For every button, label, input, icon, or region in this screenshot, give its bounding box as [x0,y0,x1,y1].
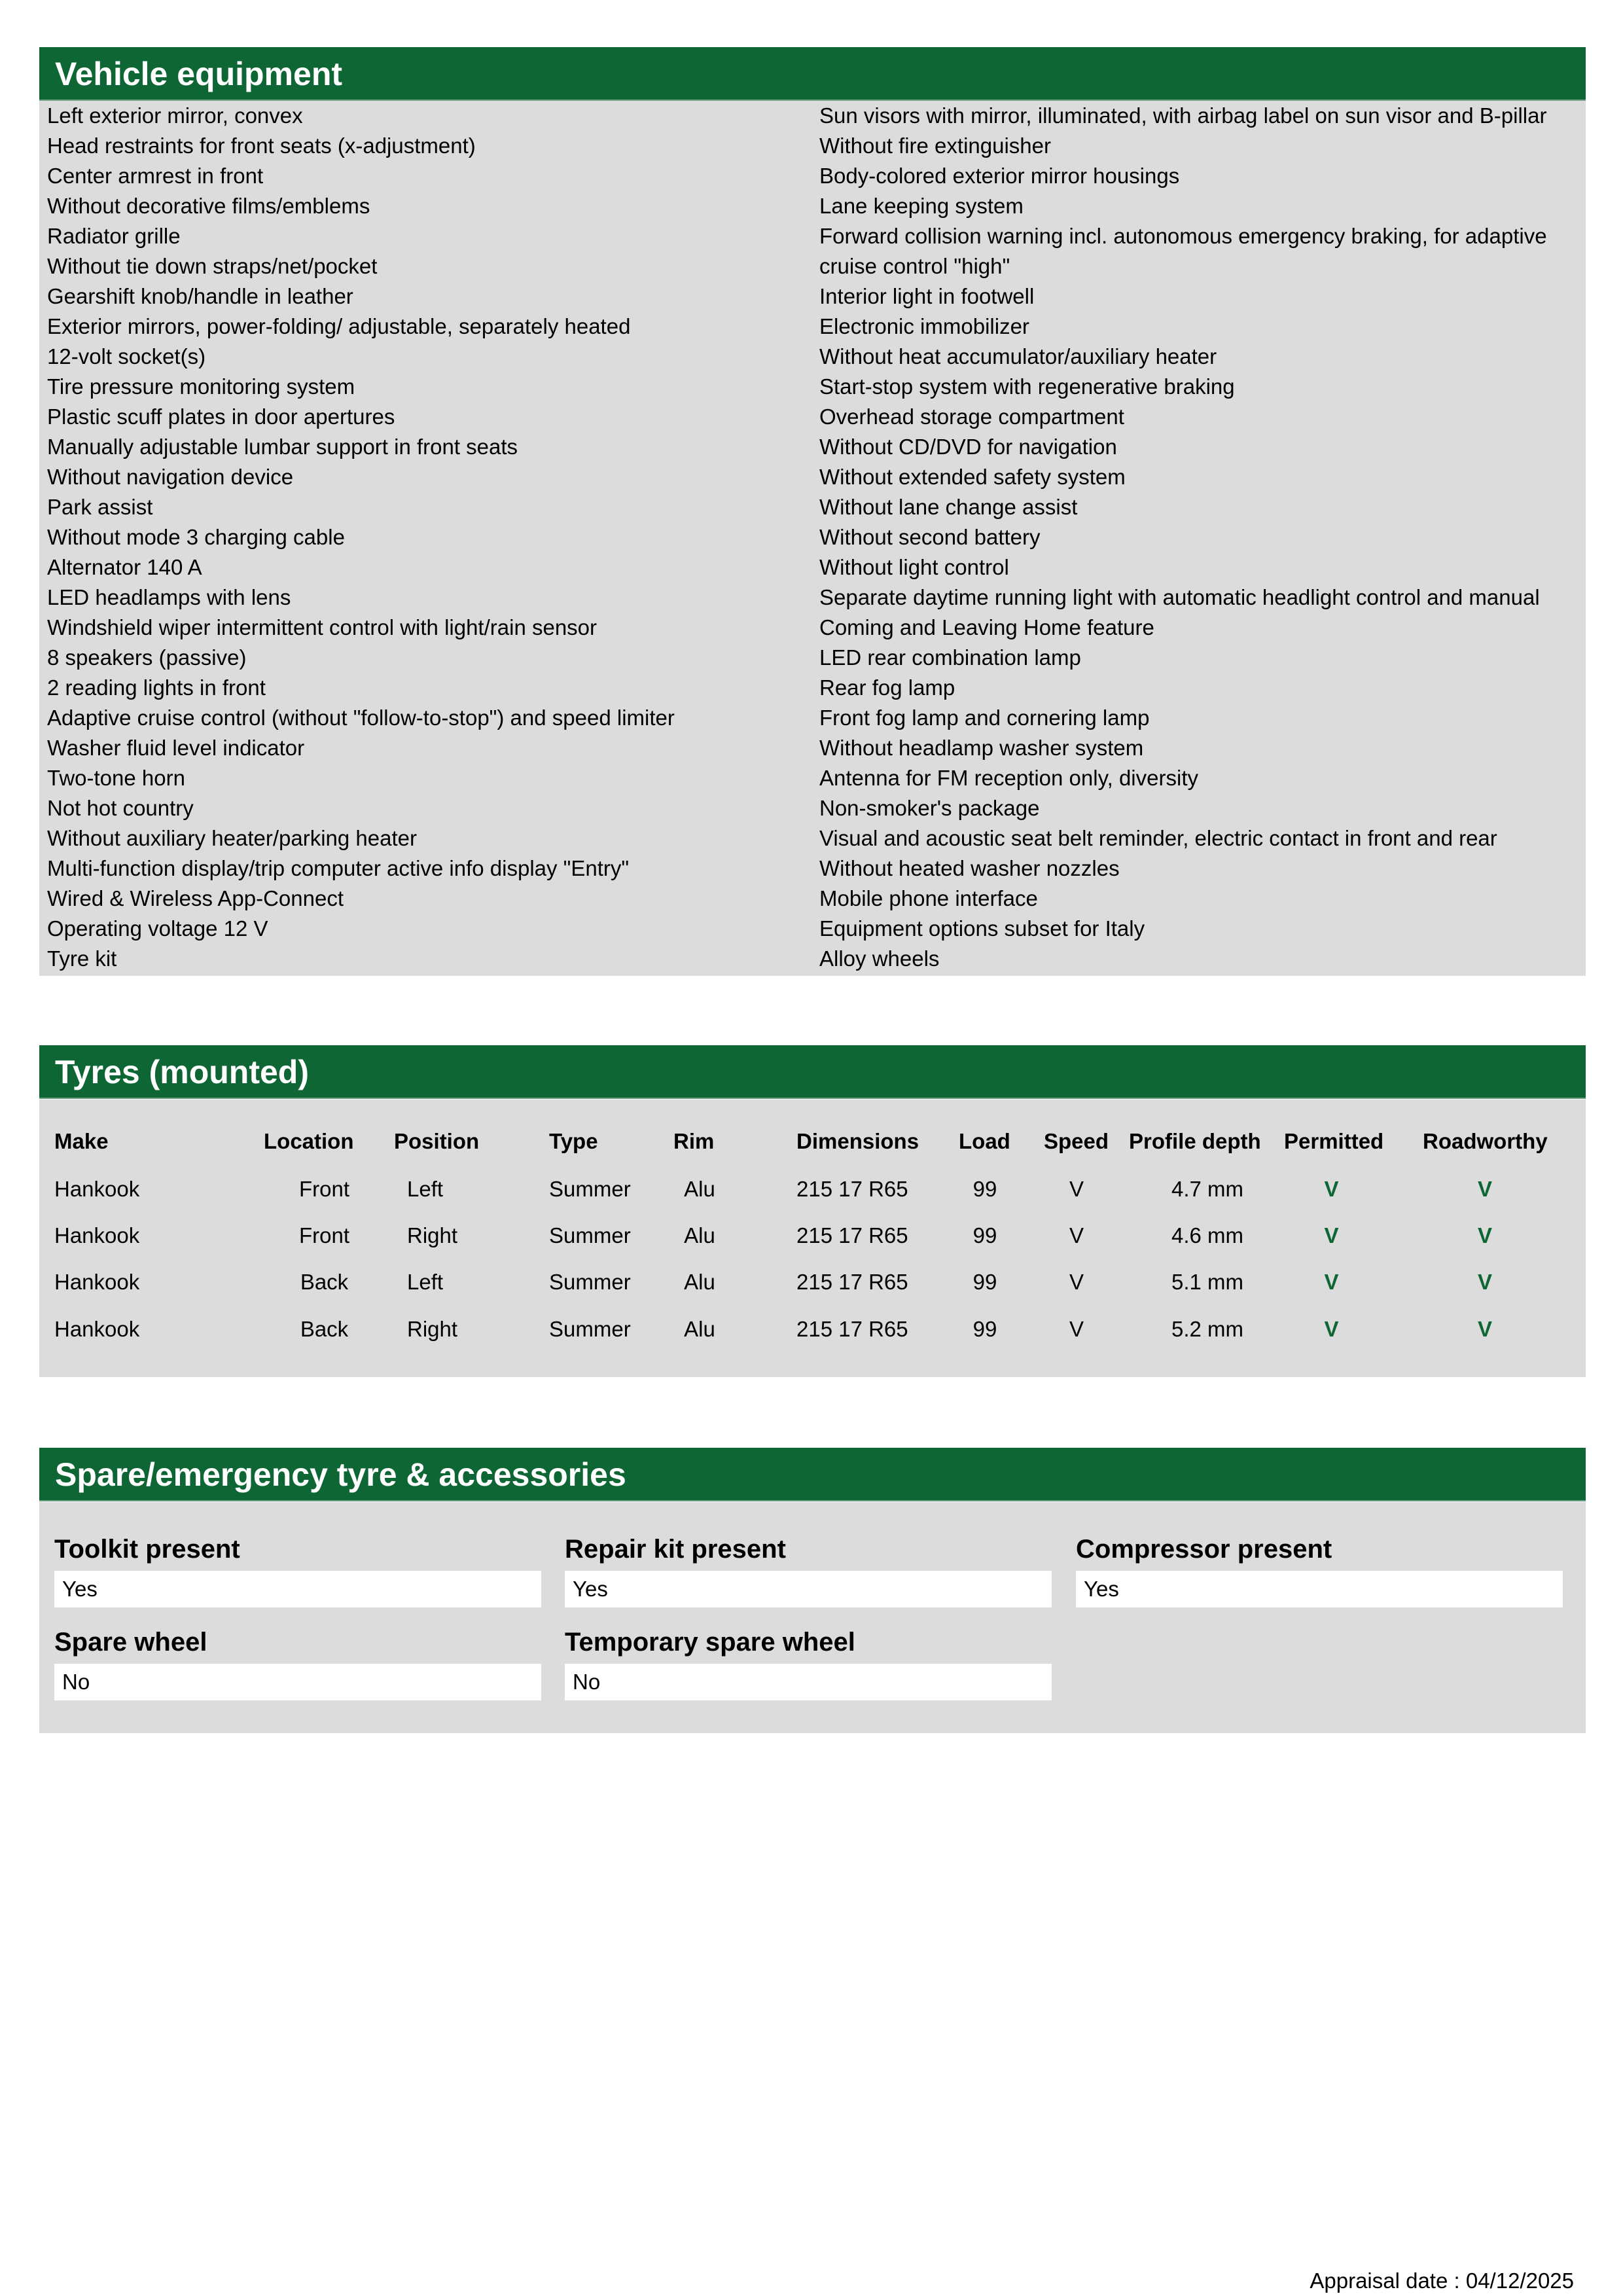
equipment-item: Tyre kit [47,946,117,971]
equipment-item: Without auxiliary heater/parking heater [47,826,417,850]
table-cell: Hankook [54,1223,140,1247]
check-mark-roadworthy: V [1477,1223,1492,1247]
equipment-list-right [819,101,1582,974]
field-toolkit-present [54,1533,541,1607]
column-header-permitted: Permitted [1284,1129,1384,1153]
equipment-item: Adaptive cruise control (without "follow-to-stop") and speed limiter [47,706,675,730]
table-cell: Summer [549,1270,631,1294]
equipment-item: Non-smoker's package [819,796,1040,820]
equipment-item: Rear fog lamp [819,675,955,700]
field-label: Repair kit present [565,1535,786,1564]
table-cell: V [1069,1223,1084,1247]
equipment-item: Equipment options subset for Italy [819,916,1145,941]
column-header-roadworthy: Roadworthy [1423,1129,1548,1153]
table-cell: 99 [972,1270,997,1294]
equipment-item: Front fog lamp and cornering lamp [819,706,1150,730]
tyres-table [39,1100,1586,1377]
equipment-item: Without CD/DVD for navigation [819,435,1117,459]
equipment-item: Windshield wiper intermittent control with light/rain sensor [47,615,597,639]
table-cell: 4.7 mm [1171,1177,1244,1201]
vehicle-equipment-header [39,47,1586,101]
table-cell: 5.1 mm [1171,1270,1244,1294]
equipment-item: Radiator grille [47,224,181,248]
table-cell: 215 17 R65 [796,1177,908,1201]
field-value: Yes [1076,1571,1563,1607]
equipment-item: Antenna for FM reception only, diversity [819,766,1198,790]
table-cell: 99 [972,1223,997,1247]
table-cell: Hankook [54,1177,140,1201]
check-mark-permitted: V [1324,1223,1339,1247]
column-header-speed: Speed [1044,1129,1109,1153]
equipment-item: Exterior mirrors, power-folding/ adjustable, separately heated [47,314,631,338]
equipment-list-left [47,101,800,974]
equipment-item: Overhead storage compartment [819,404,1124,429]
table-cell: Summer [549,1223,631,1247]
section-title: Spare/emergency tyre & accessories [55,1456,626,1493]
field-value: No [565,1664,1052,1700]
field-value: Yes [565,1571,1052,1607]
field-compressor-present [1076,1533,1563,1607]
field-value: Yes [54,1571,541,1607]
equipment-item: Without navigation device [47,465,294,489]
table-cell: Summer [549,1177,631,1201]
equipment-item: Coming and Leaving Home feature [819,615,1154,639]
check-mark-permitted: V [1324,1270,1339,1294]
table-cell: 99 [972,1317,997,1341]
tyres-header [39,1045,1586,1099]
column-header-location: Location [264,1129,354,1153]
table-cell: 5.2 mm [1171,1317,1244,1341]
equipment-item: Multi-function display/trip computer active info display "Entry" [47,856,630,880]
equipment-item: Without heated washer nozzles [819,856,1120,880]
equipment-item: Electronic immobilizer [819,314,1029,338]
table-cell: Alu [684,1177,715,1201]
equipment-item: Manually adjustable lumbar support in front seats [47,435,518,459]
equipment-item: 2 reading lights in front [47,675,266,700]
equipment-item: Sun visors with mirror, illuminated, with airbag label on sun visor and B-pillar [819,103,1547,128]
equipment-item: LED rear combination lamp [819,645,1081,670]
equipment-item: Center armrest in front [47,164,264,188]
table-cell: Back [300,1270,349,1294]
table-cell: V [1069,1270,1084,1294]
check-mark-permitted: V [1324,1177,1339,1201]
check-mark-roadworthy: V [1477,1177,1492,1201]
table-cell: 4.6 mm [1171,1223,1244,1247]
equipment-item: Lane keeping system [819,194,1024,218]
equipment-item: Without tie down straps/net/pocket [47,254,378,278]
equipment-item: Operating voltage 12 V [47,916,268,941]
equipment-item: 12-volt socket(s) [47,344,206,368]
equipment-item: Interior light in footwell [819,284,1035,308]
equipment-item: Alternator 140 A [47,555,202,579]
equipment-item: Gearshift knob/handle in leather [47,284,353,308]
table-cell: Alu [684,1270,715,1294]
table-cell: Left [407,1177,444,1201]
equipment-item: Alloy wheels [819,946,940,971]
field-label: Compressor present [1076,1535,1332,1564]
equipment-item: Without mode 3 charging cable [47,525,345,549]
equipment-item: Without light control [819,555,1009,579]
equipment-item: Not hot country [47,796,194,820]
table-cell: Left [407,1270,444,1294]
equipment-item: Without lane change assist [819,495,1078,519]
table-cell: Front [298,1177,350,1201]
column-header-profile-depth: Profile depth [1129,1129,1261,1153]
section-title: Vehicle equipment [55,56,343,92]
table-cell: Hankook [54,1270,140,1294]
field-temporary-spare-wheel [565,1626,1052,1700]
field-label: Spare wheel [54,1628,207,1657]
equipment-item: Without headlamp washer system [819,736,1144,760]
table-cell: Alu [684,1317,715,1341]
check-mark-roadworthy: V [1477,1317,1492,1341]
field-repair-kit-present [565,1533,1052,1607]
equipment-item: Forward collision warning incl. autonomous emergency braking, for adaptive cruise control "high" [819,224,1547,278]
field-label: Toolkit present [54,1535,240,1564]
equipment-item: Mobile phone interface [819,886,1038,910]
column-header-dimensions: Dimensions [796,1129,919,1153]
spare-header [39,1448,1586,1501]
equipment-item: Plastic scuff plates in door apertures [47,404,395,429]
check-mark-permitted: V [1324,1317,1339,1341]
column-header-make: Make [54,1129,109,1153]
equipment-item: Two-tone horn [47,766,185,790]
table-cell: 99 [972,1177,997,1201]
field-value: No [54,1664,541,1700]
equipment-item: LED headlamps with lens [47,585,291,609]
equipment-item: Without extended safety system [819,465,1126,489]
table-cell: Right [407,1223,458,1247]
equipment-item: Visual and acoustic seat belt reminder, electric contact in front and rear [819,826,1497,850]
equipment-item: Without heat accumulator/auxiliary heater [819,344,1217,368]
equipment-item: Tire pressure monitoring system [47,374,355,399]
equipment-item: Park assist [47,495,153,519]
column-header-position: Position [394,1129,480,1153]
column-header-rim: Rim [673,1129,715,1153]
equipment-item: Separate daytime running light with automatic headlight control and manual [819,585,1540,609]
table-cell: 215 17 R65 [796,1317,908,1341]
vehicle-equipment-panel [39,101,1586,976]
equipment-item: Head restraints for front seats (x-adjustment) [47,134,476,158]
table-cell: V [1069,1317,1084,1341]
table-cell: Front [298,1223,350,1247]
table-cell: Hankook [54,1317,140,1341]
table-cell: 215 17 R65 [796,1270,908,1294]
equipment-item: Start-stop system with regenerative braking [819,374,1235,399]
equipment-item: 8 speakers (passive) [47,645,247,670]
table-cell: Summer [549,1317,631,1341]
field-label: Temporary spare wheel [565,1628,855,1657]
section-title: Tyres (mounted) [55,1054,309,1090]
table-cell: V [1069,1177,1084,1201]
table-cell: Right [407,1317,458,1341]
table-cell: Alu [684,1223,715,1247]
column-header-type: Type [549,1129,598,1153]
equipment-item: Without second battery [819,525,1041,549]
table-cell: Back [300,1317,349,1341]
equipment-item: Without fire extinguisher [819,134,1051,158]
appraisal-date: Appraisal date : 04/12/2025 [1310,2269,1574,2293]
column-header-load: Load [959,1129,1010,1153]
check-mark-roadworthy: V [1477,1270,1492,1294]
equipment-item: Body-colored exterior mirror housings [819,164,1180,188]
equipment-item: Wired & Wireless App-Connect [47,886,344,910]
table-cell: 215 17 R65 [796,1223,908,1247]
field-spare-wheel [54,1626,541,1700]
equipment-item: Washer fluid level indicator [47,736,305,760]
equipment-item: Left exterior mirror, convex [47,103,303,128]
spare-accessories-panel [39,1502,1586,1733]
equipment-item: Without decorative films/emblems [47,194,370,218]
